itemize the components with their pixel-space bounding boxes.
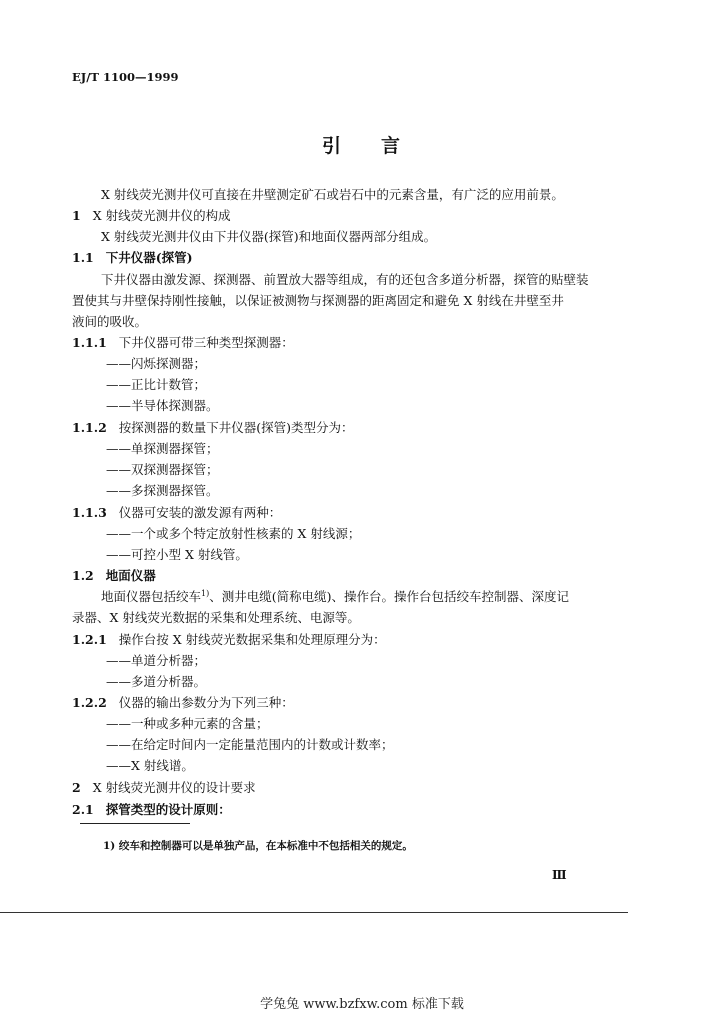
list-item: ——多探测器探管。 [106, 483, 219, 498]
section-1-2-2-heading [72, 693, 294, 711]
list-item: ——一种或多种元素的含量； [106, 716, 269, 731]
list-item: ——双探测器探管； [106, 462, 219, 477]
footnote-reference: 1) [201, 588, 210, 598]
section-number: 1.1.3 [72, 505, 107, 520]
list-item: ——单探测器探管； [106, 441, 219, 456]
page-number: Ⅲ [552, 868, 567, 882]
section-number: 1.1 [72, 250, 94, 265]
section-1-1-3-heading [72, 503, 281, 521]
title-char-2: 言 [381, 135, 403, 157]
list-item: ——多道分析器。 [106, 674, 207, 689]
section-title: X 射线荧光测井仪的构成 [92, 208, 231, 223]
section-title: 地面仪器 [105, 568, 156, 583]
section-number: 1.2 [72, 568, 94, 583]
section-number: 1 [72, 208, 81, 223]
section-1-1-paragraph-line-1: 下井仪器由激发源、探测器、前置放大器等组成，有的还包含多道分析器，探管的贴壁装 [101, 272, 589, 287]
section-title: 仪器可安装的激发源有两种： [118, 505, 282, 520]
section-title: 仪器的输出参数分为下列三种： [118, 695, 294, 710]
footnote-divider [80, 823, 190, 824]
list-item: ——X 射线谱。 [106, 758, 194, 773]
list-item: ——单道分析器； [106, 653, 207, 668]
section-1-heading [72, 206, 231, 224]
title-char-1: 引 [321, 135, 343, 157]
intro-paragraph: X 射线荧光测井仪可直接在井壁测定矿石或岩石中的元素含量，有广泛的应用前景。 [101, 187, 564, 202]
section-1-1-heading [72, 248, 193, 266]
section-1-2-1-heading [72, 630, 386, 648]
list-item: ——可控小型 X 射线管。 [106, 547, 248, 562]
section-2-heading [72, 778, 256, 796]
section-title: 操作台按 X 射线荧光数据采集和处理原理分为： [118, 632, 386, 647]
section-number: 1.2.1 [72, 632, 107, 647]
section-1-2-paragraph-line-2: 录器、X 射线荧光数据的采集和处理系统、电源等。 [72, 610, 360, 625]
section-title: 下井仪器可带三种类型探测器： [118, 335, 294, 350]
footnote: 1) 绞车和控制器可以是单独产品，在本标准中不包括相关的规定。 [103, 840, 413, 852]
page-bottom-rule [0, 912, 628, 913]
list-item: ——在给定时间内一定能量范围内的计数或计数率； [106, 737, 394, 752]
section-1-1-paragraph-line-2: 置使其与井壁保持刚性接触，以保证被测物与探测器的距离固定和避免 X 射线在井壁至井 [72, 293, 564, 308]
section-1-text: X 射线荧光测井仪由下井仪器(探管)和地面仪器两部分组成。 [101, 229, 437, 244]
section-1-2-heading [72, 566, 156, 584]
page-title [0, 131, 724, 158]
list-item: ——半导体探测器。 [106, 398, 219, 413]
section-number: 2.1 [72, 802, 94, 817]
site-footer: 学兔兔 www.bzfxw.com 标准下载 [260, 997, 464, 1012]
section-2-1-heading [72, 800, 231, 818]
standard-code: EJ/T 1100—1999 [72, 70, 179, 84]
list-item: ——一个或多个特定放射性核素的 X 射线源； [106, 526, 361, 541]
section-title: X 射线荧光测井仪的设计要求 [92, 780, 256, 795]
list-item: ——闪烁探测器； [106, 356, 207, 371]
section-title: 按探测器的数量下井仪器(探管)类型分为： [118, 420, 354, 435]
text-run: 、测井电缆(简称电缆)、操作台。操作台包括绞车控制器、深度记 [209, 589, 569, 604]
section-1-1-2-heading [72, 418, 354, 436]
section-number: 1.2.2 [72, 695, 107, 710]
section-1-2-paragraph-line-1 [101, 587, 569, 605]
section-number: 2 [72, 780, 81, 795]
section-title: 下井仪器(探管) [105, 250, 193, 265]
section-1-1-paragraph-line-3: 液间的吸收。 [72, 314, 148, 329]
section-number: 1.1.1 [72, 335, 107, 350]
section-number: 1.1.2 [72, 420, 107, 435]
text-run: 地面仪器包括绞车 [101, 589, 202, 604]
section-title: 探管类型的设计原则： [105, 802, 231, 817]
list-item: ——正比计数管； [106, 377, 207, 392]
section-1-1-1-heading [72, 333, 294, 351]
